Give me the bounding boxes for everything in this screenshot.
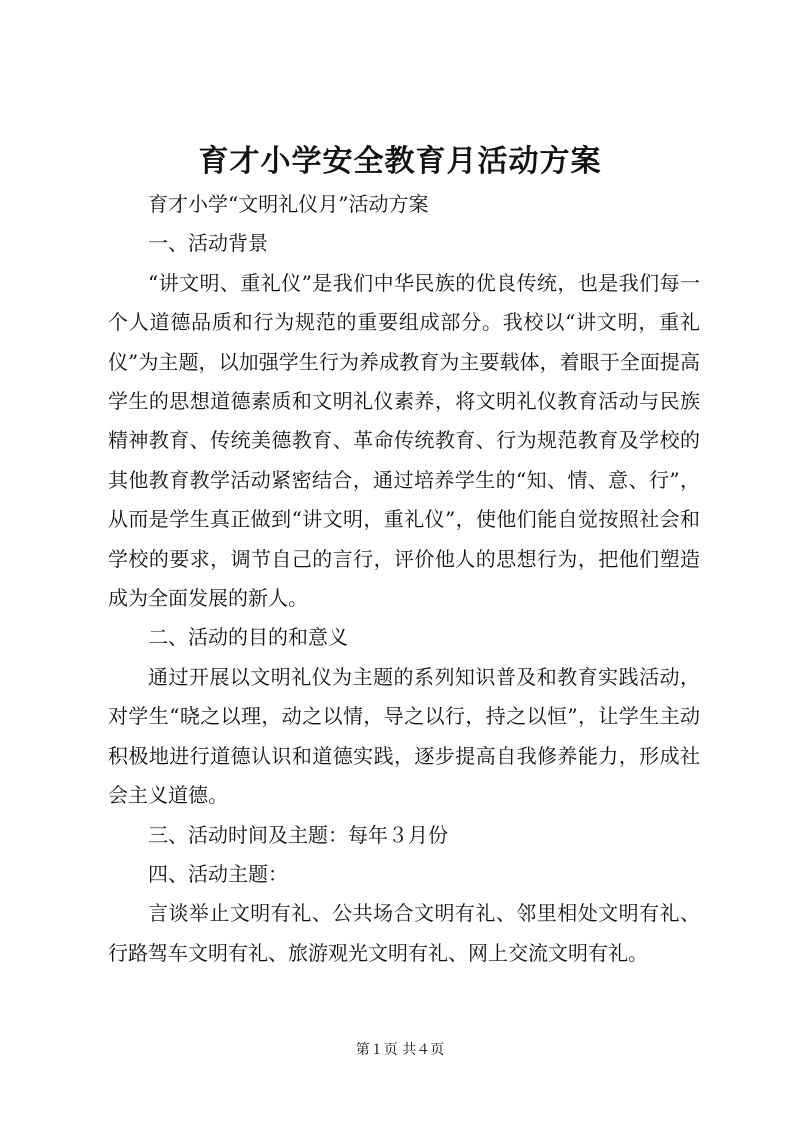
paragraph-background: “讲文明、重礼仪”是我们中华民族的优良传统，也是我们每一个人道德品质和行为规范的重要组成部分。我校以“讲文明，重礼仪”为主题，以加强学生行为养成教育为主要载体，着眼于全面提高学生的思想道德素质和文明礼仪素养，将文明礼仪教育活动与民族精神教育、传统美德教育、革命传统教育、行为规范教育及学校的其他教育教学活动紧密结合，通过培养学生的“知、情、意、行”，从而是学生真正做到“讲文明，重礼仪”，使他们能自觉按照社会和学校的要求，调节自己的言行，评价他人的思想行为，把他们塑造成为全面发展的新人。	[108, 270, 700, 611]
section-heading-time: 三、活动时间及主题：每年３月份	[148, 822, 448, 847]
section-heading-theme: 四、活动主题：	[148, 861, 288, 886]
section-heading-background: 一、活动背景	[148, 231, 268, 256]
page-number-footer: 第１页 共４页	[355, 1042, 445, 1058]
paragraph-purpose: 通过开展以文明礼仪为主题的系列知识普及和教育实践活动，对学生“晓之以理，动之以情，导之以行，持之以恒”，让学生主动积极地进行道德认识和道德实践，逐步提高自我修养能力，形成社会主义道德。	[108, 664, 700, 808]
document-title: 育才小学安全教育月活动方案	[198, 144, 602, 179]
paragraph-theme: 言谈举止文明有礼、公共场合文明有礼、邻里相处文明有礼、行路驾车文明有礼、旅游观光文明有礼、网上交流文明有礼。	[108, 901, 700, 965]
section-heading-purpose: 二、活动的目的和意义	[148, 625, 348, 650]
subtitle-paragraph: 育才小学“文明礼仪月”活动方案	[148, 192, 429, 216]
document-body	[108, 185, 700, 973]
